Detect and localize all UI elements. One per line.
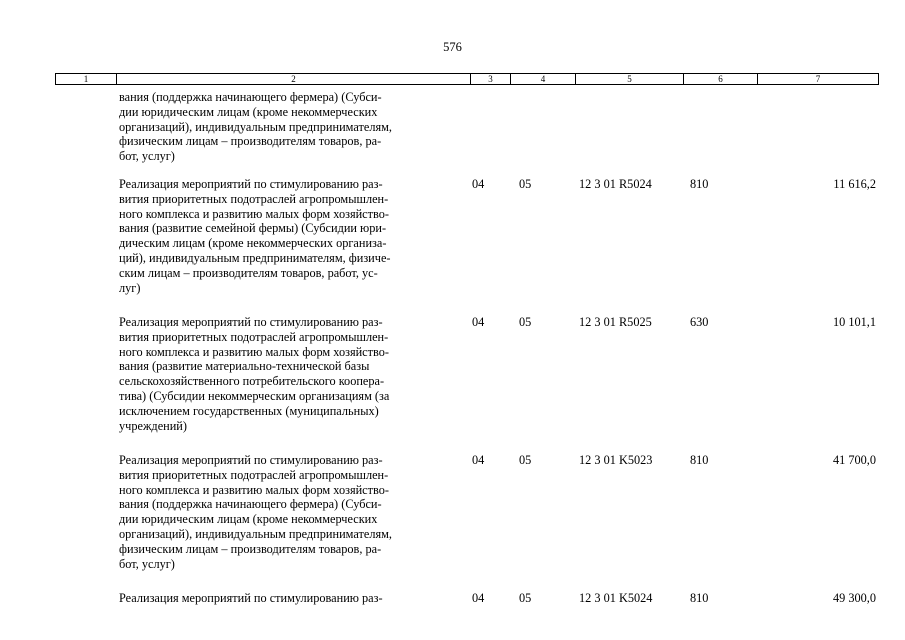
expense-type-code: 810: [690, 453, 709, 467]
description-line: вития приоритетных подотраслей агропромышлен-: [119, 467, 389, 482]
description-line: вания (развитие материально-технической базы: [119, 359, 370, 374]
expense-type-code: 810: [690, 177, 709, 191]
section-code: 04: [472, 453, 485, 467]
amount-value: 10 101,1: [832, 315, 876, 329]
description-line: вания (поддержка начинающего фермера) (Субси-: [119, 497, 382, 512]
target-article-code: 12 3 01 K5023: [579, 453, 653, 467]
description-line: физическим лицам – производителям товаров, ра-: [119, 541, 382, 556]
description-line: сельскохозяйственного потребительского коопера-: [119, 374, 385, 389]
description-line: Реализация мероприятий по стимулированию раз-: [119, 177, 383, 191]
header-cell-4: 4: [511, 74, 576, 84]
target-article-code: 12 3 01 K5024: [579, 591, 653, 605]
expense-type-code: 810: [690, 591, 709, 605]
amount-value: 11 616,2: [833, 177, 876, 191]
description-line: исключением государственных (муниципальных): [119, 403, 379, 418]
description-line: бот, услуг): [119, 149, 175, 164]
description-line: ного комплекса и развитию малых форм хозяйство-: [119, 206, 389, 221]
description-line: физическим лицам – производителям товаров, ра-: [119, 134, 382, 149]
section-code: 04: [472, 315, 485, 329]
description-line: тива) (Субсидии некоммерческим организациям (за: [119, 388, 390, 403]
row-description: [119, 177, 464, 295]
target-article-code: 12 3 01 R5025: [579, 315, 652, 329]
amount-value: 49 300,0: [832, 591, 876, 605]
header-cell-2: 2: [117, 74, 471, 84]
subsection-code: 05: [519, 315, 532, 329]
description-line: Реализация мероприятий по стимулированию раз-: [119, 591, 383, 605]
row-description: [119, 453, 464, 571]
amount-value: 41 700,0: [832, 453, 876, 467]
description-line: ного комплекса и развитию малых форм хозяйство-: [119, 344, 389, 359]
row-description: [119, 591, 464, 606]
description-line: Реализация мероприятий по стимулированию раз-: [119, 315, 383, 329]
description-line: бот, услуг): [119, 556, 175, 571]
description-line: луг): [119, 280, 141, 295]
description-line: ного комплекса и развитию малых форм хозяйство-: [119, 482, 389, 497]
description-line: ским лицам – производителям товаров, работ, ус-: [119, 265, 378, 280]
description-line: вития приоритетных подотраслей агропромышлен-: [119, 191, 389, 206]
header-cell-5: 5: [576, 74, 684, 84]
header-cell-1: 1: [56, 74, 117, 84]
subsection-code: 05: [519, 453, 532, 467]
row-description: [119, 90, 464, 164]
description-line: учреждений): [119, 418, 187, 433]
row-description: [119, 315, 464, 433]
description-line: вания (поддержка начинающего фермера) (Субси-: [119, 90, 382, 104]
target-article-code: 12 3 01 R5024: [579, 177, 652, 191]
description-line: дии юридическим лицам (кроме некоммерческих: [119, 104, 378, 119]
page-number: 576: [443, 40, 462, 54]
subsection-code: 05: [519, 177, 532, 191]
description-line: вания (развитие семейной фермы) (Субсидии юри-: [119, 221, 387, 236]
header-cell-6: 6: [684, 74, 758, 84]
description-line: организаций), индивидуальным предпринимателям,: [119, 526, 392, 541]
description-line: организаций), индивидуальным предпринимателям,: [119, 119, 392, 134]
table-header-row: [55, 73, 879, 85]
description-line: дическим лицам (кроме некоммерческих организа-: [119, 236, 387, 251]
description-line: Реализация мероприятий по стимулированию раз-: [119, 453, 383, 467]
subsection-code: 05: [519, 591, 532, 605]
section-code: 04: [472, 591, 485, 605]
header-cell-7: 7: [815, 74, 821, 84]
description-line: вития приоритетных подотраслей агропромышлен-: [119, 329, 389, 344]
expense-type-code: 630: [690, 315, 709, 329]
section-code: 04: [472, 177, 485, 191]
header-cell-3: 3: [471, 74, 511, 84]
description-line: дии юридическим лицам (кроме некоммерческих: [119, 512, 378, 527]
description-line: ций), индивидуальным предпринимателям, физиче-: [119, 250, 391, 265]
